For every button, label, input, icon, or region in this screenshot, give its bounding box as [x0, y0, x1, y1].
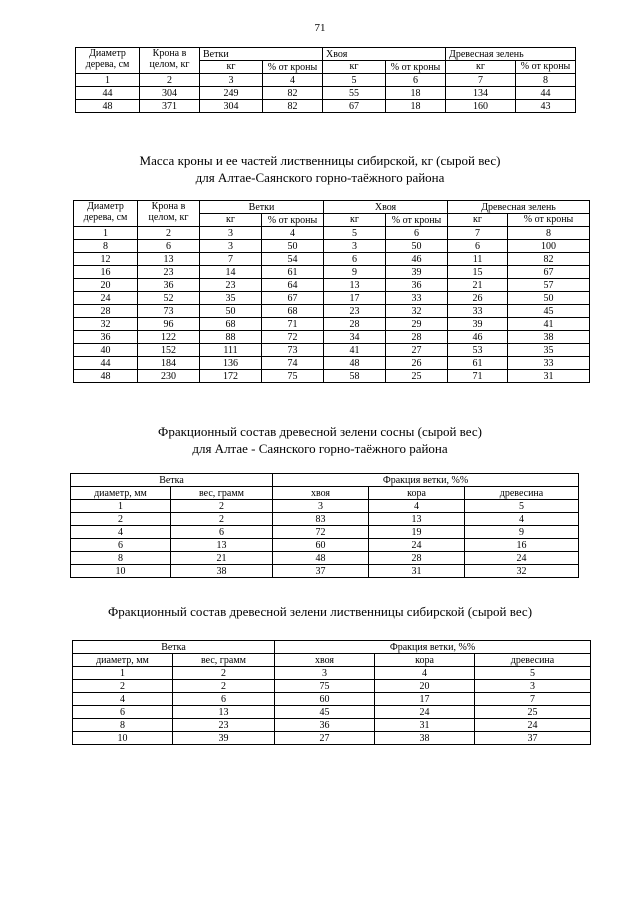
- header-pct: % от кроны: [262, 214, 324, 227]
- header-kg: кг: [324, 214, 386, 227]
- cell: 6: [324, 253, 386, 266]
- cell: 16: [465, 539, 579, 552]
- cell: 28: [386, 331, 448, 344]
- cell: 36: [138, 279, 200, 292]
- cell: 32: [465, 565, 579, 578]
- header-needles: хвоя: [275, 654, 375, 667]
- header-needles: Хвоя: [323, 48, 446, 61]
- header-needles: хвоя: [273, 487, 369, 500]
- cell: 20: [375, 680, 475, 693]
- cell: 37: [273, 565, 369, 578]
- cell: 10: [73, 732, 173, 745]
- cell: 31: [369, 565, 465, 578]
- cell: 37: [475, 732, 591, 745]
- cell: 13: [173, 706, 275, 719]
- cell: 33: [508, 357, 590, 370]
- cell: 18: [386, 100, 446, 113]
- cell: 26: [448, 292, 508, 305]
- header-weight: вес, грамм: [173, 654, 275, 667]
- cell: 73: [138, 305, 200, 318]
- header-kg: кг: [200, 61, 263, 74]
- cell: 68: [200, 318, 262, 331]
- column-numbers-row: [71, 500, 579, 513]
- cell: 36: [275, 719, 375, 732]
- header-kg: кг: [448, 214, 508, 227]
- header-pct: % от кроны: [386, 214, 448, 227]
- cell: 41: [324, 344, 386, 357]
- cell: 7: [475, 693, 591, 706]
- cell: 28: [324, 318, 386, 331]
- title-pine-fraction: [0, 423, 640, 457]
- title-larch-fraction: [0, 603, 640, 620]
- cell: 14: [200, 266, 262, 279]
- col-num: 5: [465, 500, 579, 513]
- header-pct: % от кроны: [386, 61, 446, 74]
- table-row: [74, 240, 590, 253]
- cell: 74: [262, 357, 324, 370]
- col-num: 2: [138, 227, 200, 240]
- cell: 3: [475, 680, 591, 693]
- cell: 23: [138, 266, 200, 279]
- table-row: [71, 565, 579, 578]
- cell: 4: [465, 513, 579, 526]
- table-row: [73, 693, 591, 706]
- col-num: 8: [508, 227, 590, 240]
- cell: 13: [171, 539, 273, 552]
- cell: 28: [369, 552, 465, 565]
- col-num: 4: [369, 500, 465, 513]
- title-line: для Алтае - Саянского горно-таёжного района: [192, 441, 448, 456]
- cell: 46: [448, 331, 508, 344]
- cell: 3: [324, 240, 386, 253]
- cell: 61: [262, 266, 324, 279]
- col-num: 4: [262, 227, 324, 240]
- cell: 2: [171, 513, 273, 526]
- cell: 6: [73, 706, 173, 719]
- col-num: 3: [275, 667, 375, 680]
- table-row: [71, 526, 579, 539]
- cell: 111: [200, 344, 262, 357]
- cell: 45: [275, 706, 375, 719]
- col-num: 3: [200, 227, 262, 240]
- table-row: [73, 706, 591, 719]
- cell: 32: [386, 305, 448, 318]
- table-row: [76, 100, 576, 113]
- cell: 39: [386, 266, 448, 279]
- cell: 82: [263, 100, 323, 113]
- col-num: 1: [71, 500, 171, 513]
- table-row: [76, 87, 576, 100]
- cell: 31: [508, 370, 590, 383]
- header-bark: кора: [369, 487, 465, 500]
- cell: 13: [369, 513, 465, 526]
- header-wood: древесина: [475, 654, 591, 667]
- cell: 26: [386, 357, 448, 370]
- header-diameter: диаметр, мм: [73, 654, 173, 667]
- col-num: 3: [273, 500, 369, 513]
- cell: 160: [446, 100, 516, 113]
- col-num: 7: [446, 74, 516, 87]
- cell: 54: [262, 253, 324, 266]
- cell: 38: [375, 732, 475, 745]
- table-row: [74, 318, 590, 331]
- cell: 24: [375, 706, 475, 719]
- title-line: Фракционный состав древесной зелени сосны (сырой вес): [158, 424, 482, 439]
- cell: 10: [71, 565, 171, 578]
- table-row: [73, 732, 591, 745]
- cell: 46: [386, 253, 448, 266]
- cell: 41: [508, 318, 590, 331]
- header-kg: кг: [200, 214, 262, 227]
- cell: 35: [508, 344, 590, 357]
- cell: 8: [73, 719, 173, 732]
- cell: 38: [171, 565, 273, 578]
- cell: 24: [369, 539, 465, 552]
- col-num: 1: [73, 667, 173, 680]
- cell: 75: [262, 370, 324, 383]
- cell: 18: [386, 87, 446, 100]
- cell: 71: [262, 318, 324, 331]
- cell: 7: [200, 253, 262, 266]
- table-3: [70, 473, 579, 578]
- col-num: 7: [448, 227, 508, 240]
- table-2: [73, 200, 590, 383]
- col-num: 2: [140, 74, 200, 87]
- header-needles: Хвоя: [324, 201, 448, 214]
- table-row: [74, 357, 590, 370]
- cell: 136: [200, 357, 262, 370]
- col-num: 5: [324, 227, 386, 240]
- cell: 184: [138, 357, 200, 370]
- cell: 9: [465, 526, 579, 539]
- cell: 304: [140, 87, 200, 100]
- cell: 27: [386, 344, 448, 357]
- cell: 32: [74, 318, 138, 331]
- cell: 72: [273, 526, 369, 539]
- cell: 88: [200, 331, 262, 344]
- cell: 75: [275, 680, 375, 693]
- cell: 68: [262, 305, 324, 318]
- cell: 25: [475, 706, 591, 719]
- cell: 12: [74, 253, 138, 266]
- cell: 39: [173, 732, 275, 745]
- table-row: [74, 266, 590, 279]
- table-1: [75, 47, 576, 113]
- cell: 55: [323, 87, 386, 100]
- header-weight: вес, грамм: [171, 487, 273, 500]
- col-num: 1: [74, 227, 138, 240]
- header-greenery: Древесная зелень: [448, 201, 590, 214]
- cell: 45: [508, 305, 590, 318]
- col-num: 2: [173, 667, 275, 680]
- cell: 44: [516, 87, 576, 100]
- header-wood: древесина: [465, 487, 579, 500]
- cell: 36: [74, 331, 138, 344]
- header-bark: кора: [375, 654, 475, 667]
- header-pct: % от кроны: [508, 214, 590, 227]
- cell: 61: [448, 357, 508, 370]
- header-fraction: Фракция ветки, %%: [275, 641, 591, 654]
- table-row: [74, 292, 590, 305]
- table-row: [74, 305, 590, 318]
- cell: 100: [508, 240, 590, 253]
- cell: 43: [516, 100, 576, 113]
- cell: 33: [448, 305, 508, 318]
- cell: 82: [508, 253, 590, 266]
- table-row: [73, 680, 591, 693]
- cell: 52: [138, 292, 200, 305]
- col-num: 1: [76, 74, 140, 87]
- cell: 28: [74, 305, 138, 318]
- col-num: 8: [516, 74, 576, 87]
- cell: 50: [508, 292, 590, 305]
- cell: 60: [273, 539, 369, 552]
- header-crown: Крона в целом, кг: [138, 201, 200, 227]
- cell: 48: [74, 370, 138, 383]
- col-num: 5: [323, 74, 386, 87]
- cell: 8: [71, 552, 171, 565]
- cell: 134: [446, 87, 516, 100]
- cell: 371: [140, 100, 200, 113]
- header-kg: кг: [323, 61, 386, 74]
- cell: 2: [71, 513, 171, 526]
- cell: 20: [74, 279, 138, 292]
- cell: 6: [448, 240, 508, 253]
- column-numbers-row: [73, 667, 591, 680]
- table-row: [74, 344, 590, 357]
- cell: 82: [263, 87, 323, 100]
- cell: 40: [74, 344, 138, 357]
- title-line: для Алтае-Саянского горно-таёжного района: [195, 170, 445, 185]
- cell: 33: [386, 292, 448, 305]
- header-branches: Ветки: [200, 48, 323, 61]
- cell: 3: [200, 240, 262, 253]
- cell: 53: [448, 344, 508, 357]
- header-crown: Крона в целом, кг: [140, 48, 200, 74]
- cell: 48: [324, 357, 386, 370]
- header-pct: % от кроны: [263, 61, 323, 74]
- cell: 13: [324, 279, 386, 292]
- cell: 17: [375, 693, 475, 706]
- cell: 4: [73, 693, 173, 706]
- cell: 57: [508, 279, 590, 292]
- header-pct: % от кроны: [516, 61, 576, 74]
- cell: 71: [448, 370, 508, 383]
- table-row: [71, 513, 579, 526]
- header-fraction: Фракция ветки, %%: [273, 474, 579, 487]
- cell: 34: [324, 331, 386, 344]
- cell: 67: [262, 292, 324, 305]
- cell: 23: [173, 719, 275, 732]
- cell: 31: [375, 719, 475, 732]
- cell: 50: [200, 305, 262, 318]
- header-diameter: Диаметр дерева, см: [74, 201, 138, 227]
- cell: 6: [173, 693, 275, 706]
- cell: 6: [138, 240, 200, 253]
- header-branch: Ветка: [71, 474, 273, 487]
- cell: 25: [386, 370, 448, 383]
- cell: 8: [74, 240, 138, 253]
- cell: 15: [448, 266, 508, 279]
- cell: 172: [200, 370, 262, 383]
- cell: 152: [138, 344, 200, 357]
- cell: 27: [275, 732, 375, 745]
- header-kg: кг: [446, 61, 516, 74]
- title-larch-crown-mass: [0, 152, 640, 186]
- cell: 58: [324, 370, 386, 383]
- cell: 44: [74, 357, 138, 370]
- cell: 24: [465, 552, 579, 565]
- cell: 60: [275, 693, 375, 706]
- column-numbers-row: [76, 74, 576, 87]
- cell: 73: [262, 344, 324, 357]
- cell: 2: [73, 680, 173, 693]
- column-numbers-row: [74, 227, 590, 240]
- header-branches: Ветки: [200, 201, 324, 214]
- header-branch: Ветка: [73, 641, 275, 654]
- col-num: 4: [263, 74, 323, 87]
- cell: 21: [171, 552, 273, 565]
- table-4: [72, 640, 591, 745]
- col-num: 2: [171, 500, 273, 513]
- cell: 72: [262, 331, 324, 344]
- cell: 29: [386, 318, 448, 331]
- cell: 6: [171, 526, 273, 539]
- col-num: 4: [375, 667, 475, 680]
- table-row: [74, 370, 590, 383]
- cell: 249: [200, 87, 263, 100]
- title-line: Фракционный состав древесной зелени лиственницы сибирской (сырой вес): [107, 604, 533, 619]
- cell: 19: [369, 526, 465, 539]
- header-diameter: диаметр, мм: [71, 487, 171, 500]
- cell: 23: [324, 305, 386, 318]
- col-num: 6: [386, 74, 446, 87]
- cell: 6: [71, 539, 171, 552]
- cell: 48: [76, 100, 140, 113]
- cell: 67: [508, 266, 590, 279]
- header-diameter: Диаметр дерева, см: [76, 48, 140, 74]
- title-line: Масса кроны и ее частей лиственницы сибирской, кг (сырой вес): [139, 153, 501, 168]
- cell: 96: [138, 318, 200, 331]
- col-num: 3: [200, 74, 263, 87]
- cell: 24: [475, 719, 591, 732]
- table-row: [74, 253, 590, 266]
- cell: 230: [138, 370, 200, 383]
- cell: 11: [448, 253, 508, 266]
- table-row: [71, 539, 579, 552]
- header-greenery: Древесная зелень: [446, 48, 576, 61]
- cell: 16: [74, 266, 138, 279]
- cell: 36: [386, 279, 448, 292]
- cell: 23: [200, 279, 262, 292]
- cell: 50: [262, 240, 324, 253]
- cell: 13: [138, 253, 200, 266]
- cell: 9: [324, 266, 386, 279]
- cell: 2: [173, 680, 275, 693]
- cell: 35: [200, 292, 262, 305]
- cell: 17: [324, 292, 386, 305]
- cell: 24: [74, 292, 138, 305]
- cell: 21: [448, 279, 508, 292]
- cell: 38: [508, 331, 590, 344]
- cell: 44: [76, 87, 140, 100]
- cell: 83: [273, 513, 369, 526]
- cell: 67: [323, 100, 386, 113]
- page-number: 71: [314, 22, 326, 34]
- col-num: 5: [475, 667, 591, 680]
- cell: 122: [138, 331, 200, 344]
- table-row: [71, 552, 579, 565]
- cell: 304: [200, 100, 263, 113]
- table-row: [74, 279, 590, 292]
- cell: 50: [386, 240, 448, 253]
- cell: 48: [273, 552, 369, 565]
- cell: 64: [262, 279, 324, 292]
- col-num: 6: [386, 227, 448, 240]
- cell: 4: [71, 526, 171, 539]
- table-row: [73, 719, 591, 732]
- cell: 39: [448, 318, 508, 331]
- table-row: [74, 331, 590, 344]
